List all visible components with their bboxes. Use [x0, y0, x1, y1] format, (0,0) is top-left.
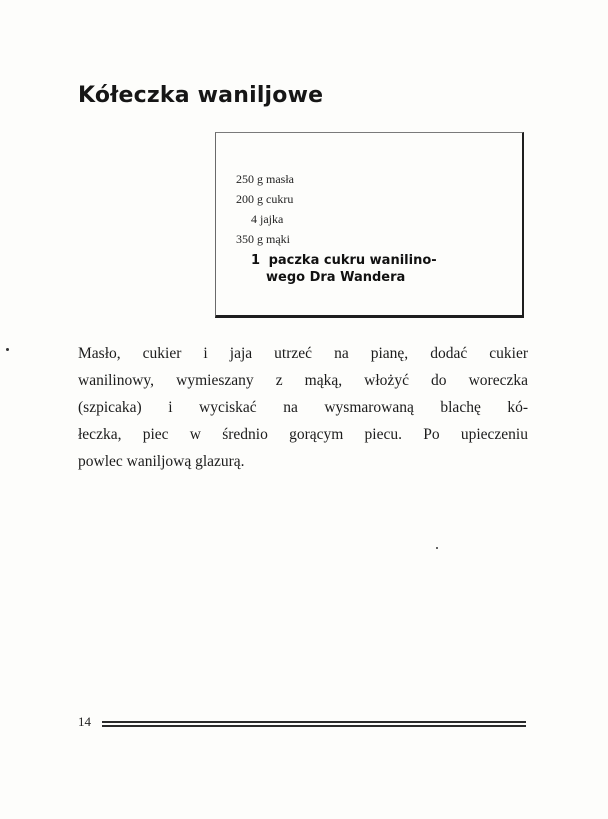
ingredient-name: jajka — [260, 212, 284, 226]
ingredient-item — [236, 169, 437, 189]
highlight-ingredient — [236, 249, 437, 286]
ingredient-item — [236, 189, 437, 209]
ingredient-name: g cukru — [257, 192, 294, 206]
ingredient-name: g masła — [257, 172, 294, 186]
footer-rule-line — [102, 725, 526, 727]
recipe-title: Kółeczka waniljowe — [78, 83, 324, 108]
footer-double-rule — [102, 721, 526, 728]
footer-rule-line — [102, 721, 526, 723]
ingredient-qty: 1 — [251, 253, 261, 268]
print-speck — [436, 547, 438, 549]
ingredient-qty: 350 — [236, 232, 254, 246]
print-speck — [6, 348, 9, 351]
ingredient-qty: 250 — [236, 172, 254, 186]
ingredient-name: g mąki — [257, 232, 290, 246]
ingredient-qty: 200 — [236, 192, 254, 206]
page-number: 14 — [78, 714, 91, 729]
ingredient-qty: 4 — [251, 212, 257, 226]
method-line: Masło, cukier i jaja utrzeć na pianę, dodać cukier — [78, 345, 528, 362]
method-line: wanilinowy, wymieszany z mąką, włożyć do woreczka — [78, 372, 528, 389]
method-line: (szpicaka) i wyciskać na wysmarowaną blachę kó- — [78, 399, 528, 416]
method-line: łeczka, piec w średnio gorącym piecu. Po upieczeniu — [78, 426, 528, 443]
ingredient-item — [236, 229, 437, 249]
ingredients-box — [215, 132, 524, 318]
ingredients-list — [236, 169, 437, 286]
ingredient-name-line2: wego Dra Wandera — [266, 270, 406, 285]
ingredient-name-line1: paczka cukru wanilino- — [268, 253, 437, 268]
method-paragraph — [78, 340, 528, 475]
method-line: powlec waniljową glazurą. — [78, 453, 245, 470]
ingredient-item — [236, 209, 437, 229]
